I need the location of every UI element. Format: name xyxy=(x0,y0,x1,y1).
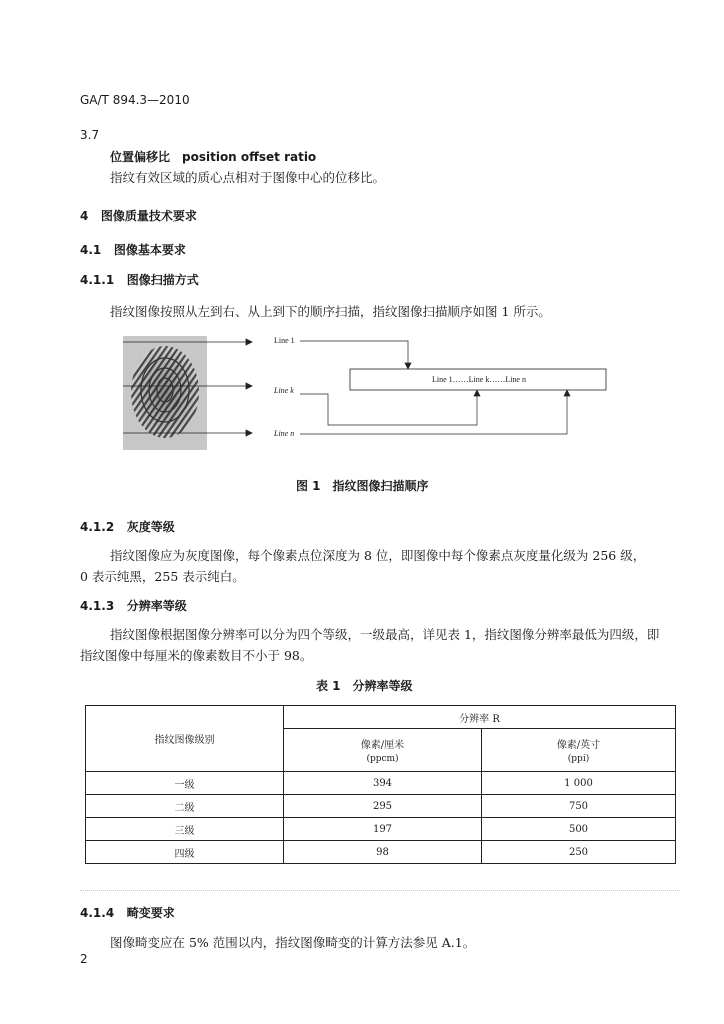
heading-4-1-number: 4.1 xyxy=(80,243,102,257)
cell-level: 二级 xyxy=(86,795,284,818)
cell-level: 四级 xyxy=(86,841,284,864)
heading-4-1-4-title: 畸变要求 xyxy=(126,906,175,920)
cell-ppi: 500 xyxy=(482,818,676,841)
heading-4-1-1 xyxy=(80,271,199,288)
heading-4-title: 图像质量技术要求 xyxy=(100,209,197,223)
figure-scan-order xyxy=(110,330,610,454)
scan-arrow-n xyxy=(246,430,252,436)
table-row xyxy=(86,818,676,841)
cell-level: 一级 xyxy=(86,772,284,795)
heading-4-number: 4 xyxy=(80,209,89,223)
resolution-paragraph-line2: 指纹图像中每厘米的像素数目不小于 98。 xyxy=(80,648,313,663)
table-row xyxy=(86,772,676,795)
resolution-paragraph-line1: 指纹图像根据图像分辨率可以分为四个等级，一级最高，详见表 1，指纹图像分辨率最低为四级，即 xyxy=(110,627,660,642)
connector-line-n xyxy=(300,396,567,434)
cell-ppcm: 197 xyxy=(284,818,482,841)
header-resolution-group: 分辨率 R xyxy=(284,706,676,729)
header-ppcm xyxy=(284,729,482,772)
cell-ppi: 1 000 xyxy=(482,772,676,795)
connector-line-k xyxy=(300,394,477,425)
heading-4-1-3-number: 4.1.3 xyxy=(80,599,115,613)
figure-caption: 图 1 指纹图像扫描顺序 xyxy=(296,479,429,493)
header-level: 指纹图像级别 xyxy=(86,706,284,772)
label-line-1: Line 1 xyxy=(274,336,295,345)
cell-ppi: 250 xyxy=(482,841,676,864)
term-definition: 指纹有效区域的质心点相对于图像中心的位移比。 xyxy=(110,170,386,185)
heading-4-1-3-title: 分辨率等级 xyxy=(126,599,187,613)
clause-number-3-7: 3.7 xyxy=(80,128,100,142)
connector-line-1 xyxy=(300,341,408,364)
distortion-paragraph: 图像畸变应在 5% 范围以内，指纹图像畸变的计算方法参见 A.1。 xyxy=(110,935,476,950)
table-header-row xyxy=(86,706,676,729)
heading-4-1-1-number: 4.1.1 xyxy=(80,273,115,287)
header-ppi-unit: (ppi) xyxy=(567,754,590,764)
table-row xyxy=(86,795,676,818)
header-ppi xyxy=(482,729,676,772)
connector-arrow-1 xyxy=(405,363,411,369)
cell-ppcm: 394 xyxy=(284,772,482,795)
cell-level: 三级 xyxy=(86,818,284,841)
grayscale-paragraph-line2: 0 表示纯黑，255 表示纯白。 xyxy=(80,569,245,584)
header-ppcm-label: 像素/厘米 xyxy=(360,740,405,751)
heading-4-1-4-number: 4.1.4 xyxy=(80,906,115,920)
heading-4-1-1-title: 图像扫描方式 xyxy=(126,273,199,287)
label-buffer: Line 1……Line k……Line n xyxy=(432,375,526,384)
connector-arrow-k xyxy=(474,390,480,396)
scan-arrow-1 xyxy=(246,339,252,345)
resolution-table xyxy=(85,705,676,864)
heading-4-1-2-title: 灰度等级 xyxy=(126,520,175,534)
label-line-k: Line k xyxy=(274,386,294,395)
grayscale-paragraph-line1: 指纹图像应为灰度图像，每个像素点位深度为 8 位，即图像中每个像素点灰度量化级为 256 级， xyxy=(110,548,646,563)
header-ppcm-unit: (ppcm) xyxy=(366,754,399,764)
heading-4-1-2-number: 4.1.2 xyxy=(80,520,115,534)
heading-4-1-2 xyxy=(80,518,175,535)
scan-arrow-k xyxy=(246,383,252,389)
cell-ppi: 750 xyxy=(482,795,676,818)
label-line-n: Line n xyxy=(274,429,295,438)
table-row xyxy=(86,841,676,864)
cell-ppcm: 295 xyxy=(284,795,482,818)
fingerprint-image xyxy=(131,346,199,438)
scan-diagram xyxy=(110,330,610,454)
page-number: 2 xyxy=(80,952,88,966)
standard-number: GA/T 894.3—2010 xyxy=(80,93,190,107)
heading-4-1 xyxy=(80,241,186,258)
header-ppi-label: 像素/英寸 xyxy=(556,740,601,751)
connector-arrow-n xyxy=(564,390,570,396)
heading-4 xyxy=(80,207,197,224)
heading-4-1-3 xyxy=(80,597,187,614)
scan-artifact-divider xyxy=(80,890,680,891)
heading-4-1-4 xyxy=(80,904,175,921)
cell-ppcm: 98 xyxy=(284,841,482,864)
scan-order-paragraph: 指纹图像按照从左到右、从上到下的顺序扫描，指纹图像扫描顺序如图 1 所示。 xyxy=(110,304,551,319)
term-title: 位置偏移比 position offset ratio xyxy=(110,150,317,164)
table-caption: 表 1 分辨率等级 xyxy=(316,679,413,693)
heading-4-1-title: 图像基本要求 xyxy=(113,243,186,257)
